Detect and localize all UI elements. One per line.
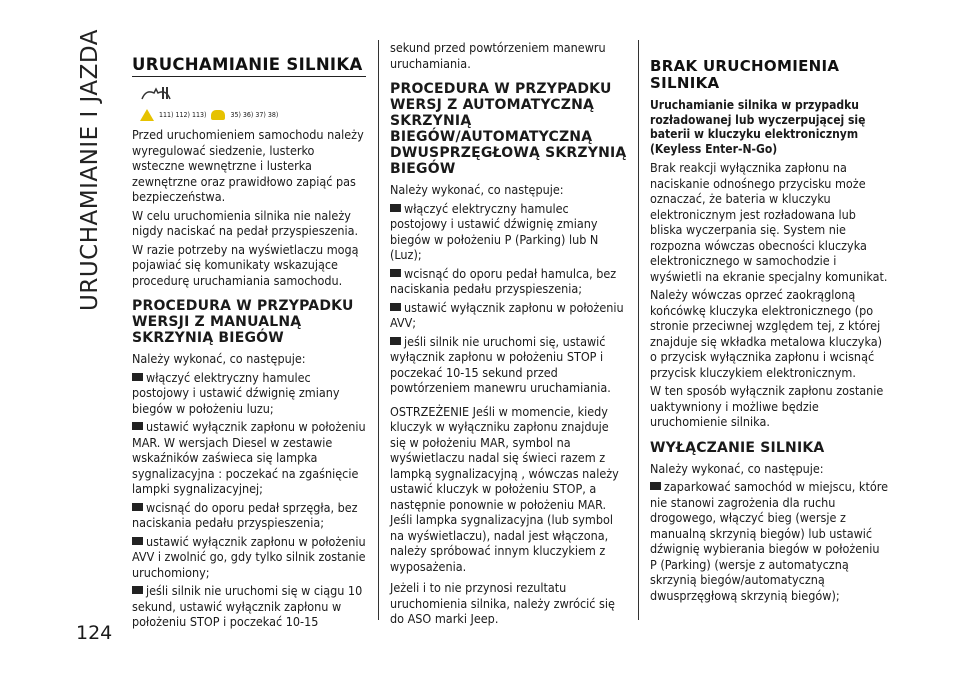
paragraph: W celu uruchomienia silnika nie należy nigdy naciskać na pedał przyspieszenia.	[132, 207, 359, 238]
bold-subheading: Uruchamianie silnika w przypadku rozładowanej lub wyczerpującej się baterii w kluczyku elektronicznym (Keyless Enter-N-Go)	[650, 98, 866, 156]
list-item: włączyć elektryczny hamulec postojowy i ustawić dźwignię zmiany biegów w położeniu luzu;	[132, 369, 340, 416]
list-item: ustawić wyłącznik zapłonu w położeniu AVV i zwolnić go, gdy tylko silnik zostanie uruchomiony;	[132, 533, 366, 580]
paragraph: Jeżeli i to nie przynosi rezultatu uruchomienia silnika, należy zwrócić się do ASO marki Jeep.	[390, 580, 615, 626]
subsection-title-manual: PROCEDURA W PRZYPADKU WERSJI Z MANUALNĄ SKRZYNIĄ BIEGÓW	[132, 298, 354, 346]
bullet-icon	[390, 337, 401, 345]
paragraph: Brak reakcji wyłącznika zapłonu na naciskanie odnośnego przycisku może oznaczać, że bateria w kluczyku elektronicznym jest rozładowana lub bliska wyczerpania się. System nie rozpozna wówczas obecności kluczyka elektronicznego w samochodzie i wyświetli na ekranie specjalny komunikat.	[650, 160, 888, 284]
intro-text: Należy wykonać, co następuje:	[132, 351, 306, 366]
subsection-title-wylaczanie: WYŁĄCZANIE SILNIKA	[650, 439, 825, 456]
warning-triangle-icon	[140, 109, 154, 121]
list-item: wcisnąć do oporu pedał hamulca, bez naciskania pedału przyspieszenia;	[390, 265, 617, 296]
bullet-icon	[390, 303, 401, 311]
bullet-icon	[132, 422, 143, 430]
intro-text: Należy wykonać, co następuje:	[650, 460, 824, 476]
list-item: zaparkować samochód w miejscu, które nie stanowi zagrożenia dla ruchu drogowego, włączyć bieg (wersje z manualną skrzynią biegów) lub ustawić dźwignię wybierania biegów w położeniu P (Parking) (wersje z automatyczną skrzynią biegów/automatyczną dwusprzęgłową skrzynią biegów);	[650, 479, 888, 603]
list-item: jeśli silnik nie uruchomi się, ustawić wyłącznik zapłonu w położeniu STOP i poczekać 10-15 sekund przed powtórzeniem manewru uruchamiania.	[390, 333, 611, 395]
bullet-icon	[650, 482, 661, 490]
column-divider	[378, 40, 379, 620]
column-divider	[638, 40, 639, 620]
bullet-icon	[132, 537, 143, 545]
subsection-title-auto: PROCEDURA W PRZYPADKU WERSJ Z AUTOMATYCZNĄ SKRZYNIĄ BIEGÓW/AUTOMATYCZNĄ DWUSPRZĘGŁOWĄ SKRZYNIĄ BIEGÓW	[390, 81, 627, 177]
list-item: ustawić wyłącznik zapłonu w położeniu MAR. W wersjach Diesel w zestawie wskaźników zaświeca się lampka sygnalizacyjna : poczekać na zgaśnięcie lampki sygnalizacyjnej;	[132, 419, 366, 496]
section-title-uruchamianie: URUCHAMIANIE SILNIKA	[132, 56, 366, 77]
bullet-icon	[132, 586, 143, 594]
paragraph: Przed uruchomieniem samochodu należy wyregulować siedzenie, lusterko wsteczne wewnętrzne i lusterka zewnętrzne oraz prawidłowo zapiąć pas bezpieczeństwa.	[132, 127, 364, 204]
paragraph: W razie potrzeby na wyświetlaczu mogą pojawiać się komunikaty wskazujące procedurę uruchamiania samochodu.	[132, 241, 359, 288]
caution-refs: 35) 36) 37) 38)	[230, 111, 279, 119]
warning-paragraph: OSTRZEŻENIE Jeśli w momencie, kiedy kluczyk w wyłączniku zapłonu znajduje się w położeniu MAR, symbol na wyświetlaczu nadal się świeci razem z lampką sygnalizacyjną , wówczas należy ustawić kluczyk w położeniu STOP, a następnie ponownie w położeniu MAR. Jeśli lampka sygnalizacyjna (lub symbol na wyświetlaczu), nadal jest włączona, należy spróbować innym kluczykiem z wyposażenia.	[390, 403, 619, 574]
warning-refs: 111) 112) 113)	[159, 111, 207, 119]
bullet-icon	[132, 503, 143, 511]
list-item: wcisnąć do oporu pedał sprzęgła, bez naciskania pedału przyspieszenia;	[132, 499, 358, 530]
engine-start-icon	[140, 85, 172, 103]
list-item: ustawić wyłącznik zapłonu w położeniu AVV;	[390, 299, 624, 330]
column-1	[132, 40, 366, 633]
paragraph: Należy wówczas oprzeć zaokrągloną końcówkę kluczyka elektronicznego (po stronie przeciwnej względem tej, z której znajduje się wkładka metalowa kluczyka) o przycisk wyłącznika zapłonu i wcisnąć przycisk kluczykiem elektronicznym.	[650, 287, 883, 380]
bullet-icon	[390, 204, 401, 212]
list-item: jeśli silnik nie uruchomi się w ciągu 10 sekund, ustawić wyłącznik zapłonu w położeniu STOP i poczekać 10-15	[132, 583, 363, 629]
list-item: włączyć elektryczny hamulec postojowy i ustawić dźwignię zmiany biegów w położeniu P (Parking) lub N (Luz);	[390, 200, 599, 262]
column-3	[650, 40, 888, 606]
column-2	[390, 40, 628, 630]
bullet-icon	[390, 269, 401, 277]
caution-car-icon	[211, 110, 225, 120]
continued-text: sekund przed powtórzeniem manewru uruchamiania.	[390, 40, 606, 71]
paragraph: W ten sposób wyłącznik zapłonu zostanie uaktywniony i możliwe będzie uruchomienie silnika.	[650, 383, 884, 429]
bullet-icon	[132, 373, 143, 381]
side-section-title: URUCHAMIANIE I JAZDA	[77, 29, 103, 311]
reference-notes	[140, 109, 366, 121]
section-title-brak: BRAK URUCHOMIENIA SILNIKA	[650, 57, 840, 92]
intro-text: Należy wykonać, co następuje:	[390, 182, 564, 197]
page-number: 124	[76, 622, 113, 644]
